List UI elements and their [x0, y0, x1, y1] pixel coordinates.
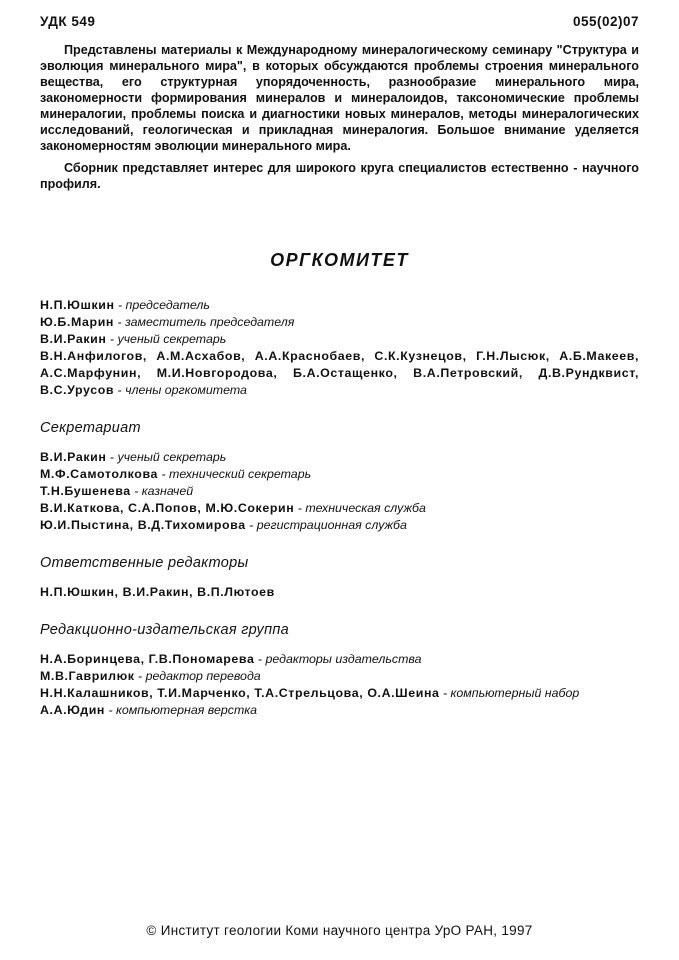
member-role: - председатель: [114, 298, 210, 312]
editorial-group-members: [40, 651, 639, 719]
member-names: Н.П.Юшкин: [40, 298, 115, 312]
member-role: - казначей: [130, 484, 194, 498]
member-names: Т.Н.Бушенева: [40, 484, 131, 498]
member-line: [40, 584, 639, 601]
member-role: - ученый секретарь: [106, 332, 227, 346]
member-line: [40, 314, 639, 331]
member-line: [40, 331, 639, 348]
member-names: В.И.Ракин: [40, 332, 107, 346]
member-role: - заместитель председателя: [114, 315, 295, 329]
member-role: - технический секретарь: [158, 467, 312, 481]
member-names: Ю.И.Пыстина, В.Д.Тихомирова: [40, 518, 246, 532]
member-line: [40, 685, 639, 702]
member-line: [40, 517, 639, 534]
editors-title: Ответственные редакторы: [40, 555, 249, 571]
member-line: [40, 702, 639, 719]
member-names: Н.А.Боринцева, Г.В.Пономарева: [40, 652, 255, 666]
member-names: Ю.Б.Марин: [40, 315, 115, 329]
member-names: Н.П.Юшкин, В.И.Ракин, В.П.Лютоев: [40, 585, 275, 599]
member-line: [40, 500, 639, 517]
member-line: [40, 668, 639, 685]
orgcommittee-members: [40, 297, 639, 399]
member-line: [40, 449, 639, 466]
udk-number: УДК 549: [40, 14, 96, 29]
member-role: - ученый секретарь: [106, 450, 227, 464]
secretariat-title: Секретариат: [40, 420, 141, 436]
page-header: [40, 14, 639, 29]
member-line: [40, 466, 639, 483]
member-names: Н.Н.Калашников, Т.И.Марченко, Т.А.Стрельцова, О.А.Шеина: [40, 686, 440, 700]
member-names: А.А.Юдин: [40, 703, 106, 717]
member-names: М.В.Гаврилюк: [40, 669, 135, 683]
editorial-group-title: Редакционно-издательская группа: [40, 622, 290, 638]
member-names: В.И.Каткова, С.А.Попов, М.Ю.Сокерин: [40, 501, 295, 515]
member-line: [40, 483, 639, 500]
member-line: [40, 348, 639, 399]
copyright-line: © Институт геологии Коми научного центра УрО РАН, 1997: [146, 923, 533, 938]
catalog-code: 055(02)07: [572, 14, 639, 29]
member-role: - техническая служба: [294, 501, 426, 515]
abstract-paragraph-1: Представлены материалы к Международному минералогическому семинару "Структура и эволюция минерального мира", в которых обсуждаются проблемы строения минерального вещества, его структурная упорядоченность, разнообразие минерального мира, закономерности формирования минералов и минералоидов, таксономические проблемы минералогии, проблемы поиска и диагностики новых минералов, методы минералогических исследований, геологическая и прикладная минералогия. Большое внимание уделяется закономерностям эволюции минерального мира.: [40, 43, 639, 153]
member-names: В.Н.Анфилогов, А.М.Асхабов, А.А.Краснобаев, С.К.Кузнецов, Г.Н.Лысюк, А.Б.Макеев, А.С.Марфунин, М.И.Новгородова, Б.А.Остащенко, В.А.Петровский, Д.В.Рундквист, В.С.Урусов: [40, 349, 639, 397]
secretariat-members: [40, 449, 639, 534]
member-names: В.И.Ракин: [40, 450, 107, 464]
member-role: - компьютерный набор: [439, 686, 580, 700]
member-line: [40, 297, 639, 314]
member-role: - члены оргкомитета: [114, 383, 247, 397]
member-names: М.Ф.Самотолкова: [40, 467, 159, 481]
member-role: - регистрационная служба: [245, 518, 407, 532]
member-role: - компьютерная верстка: [105, 703, 258, 717]
orgcommittee-title: ОРГКОМИТЕТ: [270, 250, 409, 270]
member-role: - редактор перевода: [134, 669, 261, 683]
editors-members: [40, 584, 639, 601]
abstract-paragraph-2: Сборник представляет интерес для широкого круга специалистов естественно - научного профиля.: [40, 161, 639, 191]
member-role: - редакторы издательства: [254, 652, 422, 666]
abstract-block: [40, 42, 639, 192]
member-line: [40, 651, 639, 668]
